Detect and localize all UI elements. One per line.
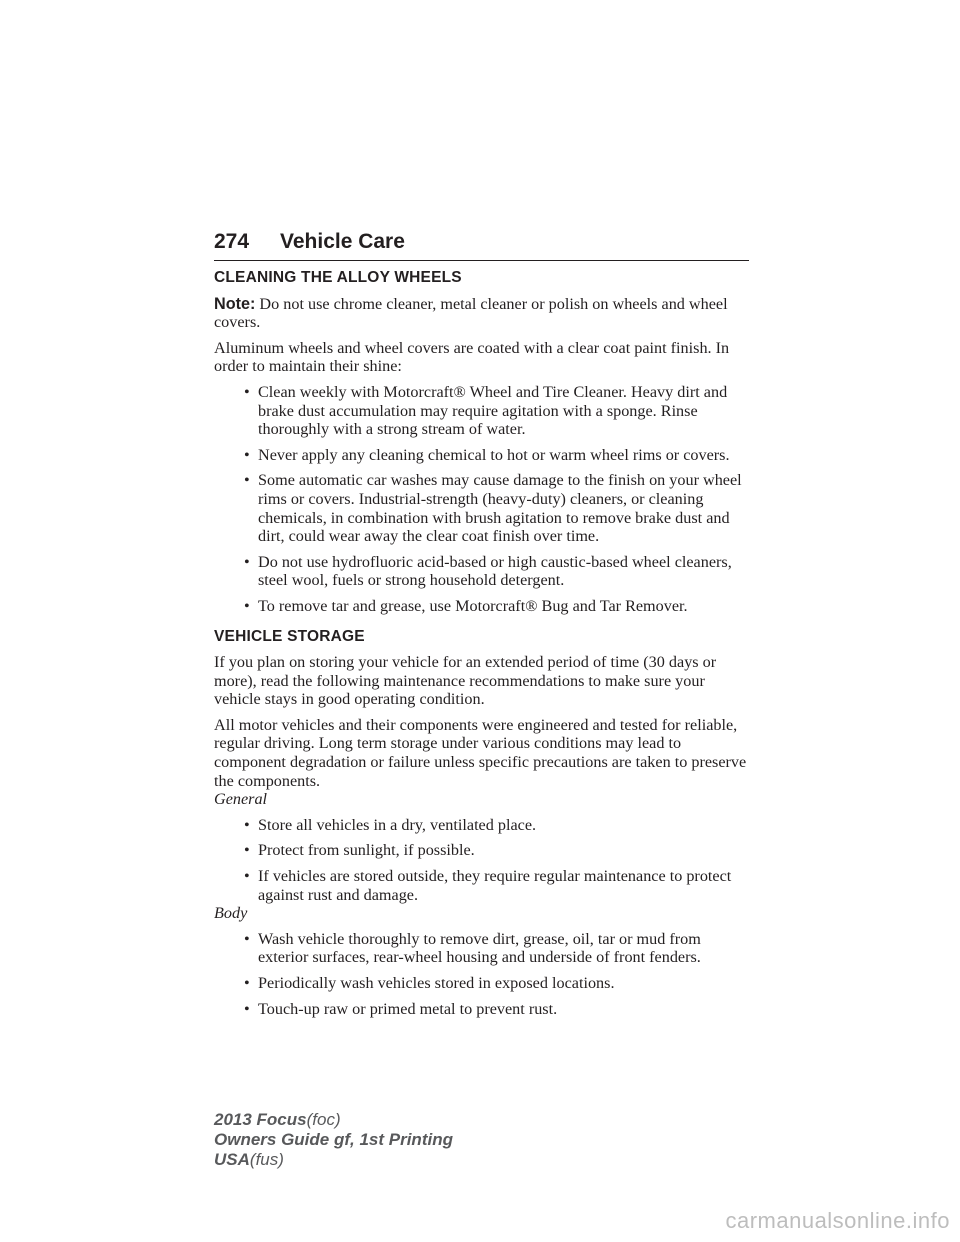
bullet-icon: • (244, 471, 250, 490)
list-item-text: Protect from sunlight, if possible. (258, 841, 475, 860)
list-item-text: To remove tar and grease, use Motorcraft® Bug and Tar Remover. (258, 596, 688, 615)
footer-line-market (214, 1150, 453, 1170)
list-item (214, 930, 754, 967)
footer-model-code: (foc) (306, 1110, 341, 1129)
bullet-icon: • (244, 382, 250, 401)
list-item-text: If vehicles are stored outside, they require regular maintenance to protect against rust and damage. (258, 867, 732, 904)
bullet-icon: • (244, 841, 250, 860)
list-item (214, 471, 754, 545)
bullet-icon: • (244, 815, 250, 834)
watermark: carmanualsonline.info (725, 1208, 950, 1233)
bullet-icon: • (244, 974, 250, 992)
list-item-text: Store all vehicles in a dry, ventilated place. (258, 815, 537, 834)
note-label: Note: (214, 294, 256, 313)
body-subheading: Body (214, 904, 248, 923)
page-header (214, 226, 749, 261)
list-item (214, 383, 754, 439)
section-title: Vehicle Care (280, 230, 405, 253)
list-item (214, 597, 754, 616)
list-item-text: Periodically wash vehicles stored in exposed locations. (258, 974, 615, 992)
bullet-icon: • (244, 929, 250, 948)
alloy-wheels-heading: CLEANING THE ALLOY WHEELS (214, 269, 462, 286)
footer-market: USA (214, 1150, 250, 1169)
list-item (214, 867, 754, 904)
list-item-text: Do not use hydrofluoric acid-based or high caustic-based wheel cleaners, steel wool, fuels or strong household detergent. (258, 552, 732, 590)
footer-model-year: 2013 Focus (214, 1110, 307, 1129)
list-item-text: Some automatic car washes may cause damage to the finish on your wheel rims or covers. Industrial-strength (heavy-duty) cleaners, or cleaning chemicals, in combination with brush agitation to remove brake dust and dirt, could wear away the clear coat finish over time. (258, 471, 742, 546)
body-bullet-list (214, 930, 754, 1018)
footer-line-printing (214, 1130, 453, 1150)
note-text: Do not use chrome cleaner, metal cleaner or polish on wheels and wheel covers. (214, 294, 728, 332)
footer-market-code: (fus) (249, 1150, 284, 1169)
alloy-bullet-list (214, 383, 754, 616)
storage-paragraph-2: All motor vehicles and their components were engineered and tested for reliable, regular driving. Long term storage under various conditions may lead to component degradation or failure unless specific precautions are taken to preserve the components. (214, 715, 747, 790)
general-subheading: General (214, 790, 268, 809)
page-number: 274 (214, 230, 250, 253)
list-item-text: Wash vehicle thoroughly to remove dirt, grease, oil, tar or mud from exterior surfaces, rear-wheel housing and underside of front fenders. (258, 929, 701, 967)
list-item-text: Touch-up raw or primed metal to prevent rust. (258, 999, 558, 1018)
bullet-icon: • (244, 867, 250, 886)
bullet-icon: • (244, 552, 250, 571)
bullet-icon: • (244, 445, 250, 464)
print-footer (214, 1110, 453, 1170)
list-item (214, 974, 754, 993)
general-bullet-list (214, 816, 754, 904)
footer-line-model (214, 1110, 453, 1130)
note-paragraph (214, 295, 754, 332)
alloy-intro: Aluminum wheels and wheel covers are coated with a clear coat paint finish. In order to maintain their shine: (214, 338, 730, 376)
list-item-text: Clean weekly with Motorcraft® Wheel and Tire Cleaner. Heavy dirt and brake dust accumulation may require agitation with a sponge. Rinse thoroughly with a strong stream of water. (258, 382, 728, 439)
list-item (214, 816, 754, 835)
footer-printing: Owners Guide gf, 1st Printing (214, 1130, 453, 1149)
list-item (214, 1000, 754, 1019)
vehicle-storage-heading: VEHICLE STORAGE (214, 627, 365, 645)
list-item-text: Never apply any cleaning chemical to hot or warm wheel rims or covers. (258, 445, 730, 464)
page-content (214, 269, 754, 1018)
list-item (214, 553, 754, 590)
list-item (214, 841, 754, 860)
bullet-icon: • (244, 596, 250, 615)
storage-paragraph-1: If you plan on storing your vehicle for an extended period of time (30 days or more), read the following maintenance recommendations to make sure your vehicle stays in good operating condition. (214, 653, 717, 709)
list-item (214, 446, 754, 465)
bullet-icon: • (244, 999, 250, 1018)
